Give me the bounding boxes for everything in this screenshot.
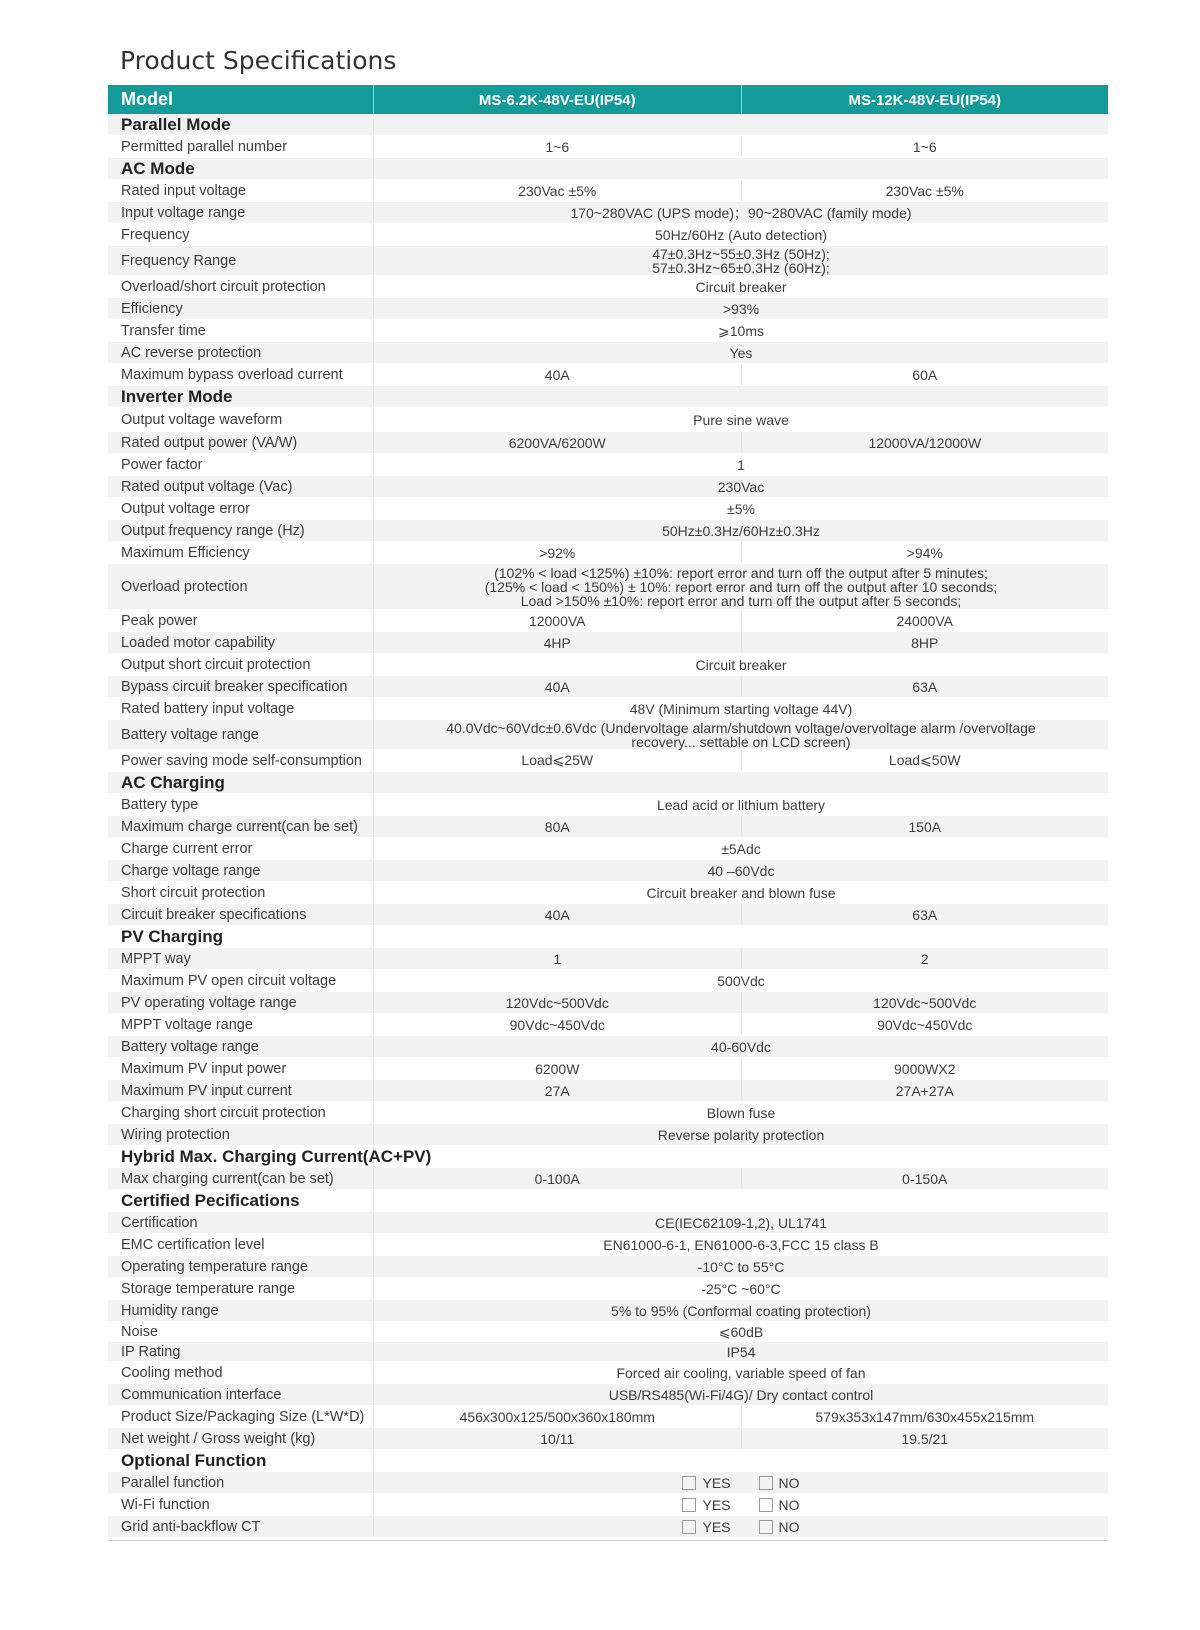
table-row	[108, 1124, 1108, 1146]
spec-label: Short circuit protection	[108, 882, 374, 903]
spec-value-model-1: 40A	[544, 366, 570, 383]
spec-label: Noise	[108, 1322, 374, 1341]
spec-values	[374, 1428, 1108, 1449]
spec-value-model-1: 456x300x125/500x360x180mm	[459, 1408, 655, 1425]
spec-values	[374, 1080, 1108, 1101]
spec-value-model-1: 40A	[544, 678, 570, 695]
spec-value-shared: IP54	[726, 1343, 756, 1360]
spec-value-model-2: 12000VA/12000W	[741, 432, 1109, 453]
spec-label: Battery voltage range	[108, 1036, 374, 1057]
table-row	[108, 1494, 1108, 1516]
spec-value-shared: Yes	[729, 344, 753, 361]
table-row	[108, 1014, 1108, 1036]
table-row	[108, 860, 1108, 882]
section-filler	[374, 1190, 1108, 1211]
spec-values	[374, 1036, 1108, 1057]
table-row	[108, 1278, 1108, 1300]
spec-value-model-1: 10/11	[540, 1430, 575, 1447]
spec-values	[374, 654, 1108, 675]
section-filler	[374, 926, 1108, 947]
option-no-label: NO	[778, 1474, 800, 1491]
spec-value-shared: 500Vdc	[717, 972, 765, 989]
spec-values	[374, 136, 1108, 157]
spec-values	[374, 180, 1108, 201]
spec-label: Overload/short circuit protection	[108, 276, 374, 297]
spec-value-model-2: 63A	[741, 676, 1109, 697]
spec-value-shared: 50Hz±0.3Hz/60Hz±0.3Hz	[662, 522, 820, 539]
table-row	[108, 1102, 1108, 1124]
table-row	[108, 180, 1108, 202]
spec-label: Loaded motor capability	[108, 632, 374, 653]
spec-value-model-1: 120Vdc~500Vdc	[505, 994, 609, 1011]
spec-label: Maximum PV open circuit voltage	[108, 970, 374, 991]
spec-value-model-2: 150A	[741, 816, 1109, 837]
spec-value-model-1: 90Vdc~450Vdc	[509, 1016, 605, 1033]
spec-values	[374, 1146, 1108, 1167]
table-row	[108, 654, 1108, 676]
option-choices	[374, 1516, 1108, 1537]
spec-value-model-2: 9000WX2	[741, 1058, 1109, 1079]
table-body	[108, 114, 1108, 1538]
spec-label: Maximum Efficiency	[108, 542, 374, 563]
spec-values	[374, 542, 1108, 563]
table-row	[108, 1300, 1108, 1322]
table-row	[108, 408, 1108, 432]
spec-value-model-1: 6200VA/6200W	[508, 434, 606, 451]
option-no[interactable]	[759, 1497, 800, 1513]
spec-values	[374, 476, 1108, 497]
checkbox-yes[interactable]	[682, 1498, 696, 1512]
table-row	[108, 298, 1108, 320]
spec-value-shared: 40.0Vdc~60Vdc±0.6Vdc (Undervoltage alarm/shutdown voltage/overvoltage alarm /overvoltage recovery... settable on LCD screen)	[446, 719, 1036, 750]
spec-label: Circuit breaker specifications	[108, 904, 374, 925]
spec-label: Permitted parallel number	[108, 136, 374, 157]
spec-values	[374, 1102, 1108, 1123]
spec-label: Battery voltage range	[108, 720, 374, 749]
spec-value-shared: >93%	[722, 300, 760, 317]
section-title: AC Charging	[108, 772, 374, 793]
spec-values	[374, 386, 1108, 407]
spec-values	[374, 1124, 1108, 1145]
spec-label: Charge current error	[108, 838, 374, 859]
spec-value-model-2: >94%	[741, 542, 1109, 563]
spec-value-model-1: 0-100A	[534, 1170, 580, 1187]
table-row	[108, 498, 1108, 520]
table-row	[108, 904, 1108, 926]
table-row	[108, 970, 1108, 992]
spec-value-shared: -10°C to 55°C	[697, 1258, 785, 1275]
table-row	[108, 698, 1108, 720]
spec-values	[374, 1014, 1108, 1035]
section-row	[108, 114, 1108, 136]
section-title: PV Charging	[108, 926, 374, 947]
spec-label: Charging short circuit protection	[108, 1102, 374, 1123]
spec-value-model-2: 24000VA	[741, 610, 1109, 631]
spec-label: Max charging current(can be set)	[108, 1168, 374, 1189]
spec-value-shared: 47±0.3Hz~55±0.3Hz (50Hz); 57±0.3Hz~65±0.3Hz (60Hz);	[652, 245, 830, 276]
spec-values	[374, 1234, 1108, 1255]
spec-label: Product Size/Packaging Size (L*W*D)	[108, 1406, 374, 1427]
spec-label: Output voltage error	[108, 498, 374, 519]
spec-values	[374, 632, 1108, 653]
header-model-1: MS-6.2K-48V-EU(IP54)	[478, 92, 636, 109]
spec-value-shared: Circuit breaker	[695, 656, 787, 673]
spec-value-model-2: 2	[741, 948, 1109, 969]
spec-values	[374, 454, 1108, 475]
spec-value-model-1: 80A	[544, 818, 570, 835]
spec-values	[374, 1058, 1108, 1079]
spec-label: Rated output power (VA/W)	[108, 432, 374, 453]
section-row	[108, 158, 1108, 180]
spec-label: Rated output voltage (Vac)	[108, 476, 374, 497]
spec-value-shared: USB/RS485(Wi-Fi/4G)/ Dry contact control	[608, 1386, 874, 1403]
table-row	[108, 750, 1108, 772]
table-row	[108, 948, 1108, 970]
spec-value-shared: Lead acid or lithium battery	[656, 796, 826, 813]
spec-label: Communication interface	[108, 1384, 374, 1405]
spec-value-shared: 5% to 95% (Conformal coating protection)	[611, 1302, 871, 1319]
checkbox-yes[interactable]	[682, 1476, 696, 1490]
table-row	[108, 224, 1108, 246]
spec-label: Frequency Range	[108, 246, 374, 275]
spec-value-shared: 230Vac	[717, 478, 765, 495]
spec-label: Maximum bypass overload current	[108, 364, 374, 385]
table-row	[108, 564, 1108, 610]
page-title: Product Specifications	[120, 46, 397, 75]
spec-value-model-1: Load⩽25W	[521, 752, 594, 768]
table-row	[108, 432, 1108, 454]
table-row	[108, 320, 1108, 342]
spec-value-shared: EN61000-6-1, EN61000-6-3,FCC 15 class B	[603, 1236, 879, 1253]
option-no-label: NO	[778, 1496, 800, 1513]
spec-label: Operating temperature range	[108, 1256, 374, 1277]
spec-values	[374, 1494, 1108, 1515]
spec-value-shared: 170~280VAC (UPS mode)；90~280VAC (family mode)	[570, 204, 912, 221]
section-title: Certified Pecifications	[108, 1190, 374, 1211]
spec-label: Input voltage range	[108, 202, 374, 223]
table-row	[108, 838, 1108, 860]
spec-values	[374, 498, 1108, 519]
spec-value-model-2: 0-150A	[741, 1168, 1109, 1189]
table-row	[108, 1234, 1108, 1256]
section-filler	[374, 114, 1108, 135]
table-row	[108, 1428, 1108, 1450]
spec-values	[374, 676, 1108, 697]
spec-value-model-2: 90Vdc~450Vdc	[741, 1014, 1109, 1035]
spec-label: Transfer time	[108, 320, 374, 341]
spec-label: Charge voltage range	[108, 860, 374, 881]
table-row	[108, 1516, 1108, 1538]
spec-value-shared: ⩾10ms	[718, 322, 764, 339]
spec-value-shared: ±5%	[727, 500, 755, 517]
checkbox-no[interactable]	[759, 1476, 773, 1490]
spec-label: Battery type	[108, 794, 374, 815]
spec-values	[374, 320, 1108, 341]
table-row	[108, 1212, 1108, 1234]
spec-label: Efficiency	[108, 298, 374, 319]
section-row	[108, 772, 1108, 794]
spec-value-model-1: 12000VA	[528, 612, 586, 629]
spec-values	[374, 224, 1108, 245]
spec-value-shared: CE(IEC62109-1,2), UL1741	[655, 1214, 827, 1231]
spec-label: Rated input voltage	[108, 180, 374, 201]
spec-values	[374, 838, 1108, 859]
spec-values	[374, 882, 1108, 903]
spec-value-shared: Pure sine wave	[693, 411, 789, 428]
spec-values	[374, 992, 1108, 1013]
spec-label: Wiring protection	[108, 1124, 374, 1145]
spec-value-model-2: 8HP	[741, 632, 1109, 653]
spec-value-shared: (102% < load <125%) ±10%: report error and turn off the output after 5 minutes; (125% < load < 150%) ± 10%: report error and turn off the output after 10 seconds; Load >150% ±10%: report error and turn off the output after 5 seconds;	[484, 564, 998, 609]
spec-label: Output short circuit protection	[108, 654, 374, 675]
spec-value-model-2: 27A+27A	[741, 1080, 1109, 1101]
checkbox-no[interactable]	[759, 1498, 773, 1512]
section-row	[108, 926, 1108, 948]
table-row	[108, 202, 1108, 224]
spec-label: Maximum PV input power	[108, 1058, 374, 1079]
spec-values	[374, 926, 1108, 947]
spec-values	[374, 750, 1108, 771]
checkbox-yes[interactable]	[682, 1520, 696, 1534]
spec-values	[374, 1342, 1108, 1361]
spec-value-shared: Circuit breaker and blown fuse	[646, 884, 836, 901]
spec-values	[374, 860, 1108, 881]
table-row	[108, 1384, 1108, 1406]
option-yes[interactable]	[682, 1497, 730, 1513]
spec-values	[374, 610, 1108, 631]
table-row	[108, 1080, 1108, 1102]
spec-value-shared: ±5Adc	[721, 840, 761, 857]
spec-label: Storage temperature range	[108, 1278, 374, 1299]
spec-label: Cooling method	[108, 1362, 374, 1383]
section-title: Parallel Mode	[108, 114, 374, 135]
spec-values	[374, 794, 1108, 815]
option-no[interactable]	[759, 1475, 800, 1491]
table-row	[108, 1472, 1108, 1494]
table-row	[108, 276, 1108, 298]
spec-values	[374, 970, 1108, 991]
spec-value-model-1: >92%	[539, 544, 576, 561]
spec-values	[374, 1406, 1108, 1427]
option-yes-label: YES	[702, 1496, 731, 1513]
spec-label: Net weight / Gross weight (kg)	[108, 1428, 374, 1449]
table-row	[108, 676, 1108, 698]
table-row	[108, 794, 1108, 816]
section-title: AC Mode	[108, 158, 374, 179]
table-row	[108, 364, 1108, 386]
option-choices	[374, 1472, 1108, 1493]
spec-values	[374, 720, 1108, 749]
table-row	[108, 1406, 1108, 1428]
spec-values	[374, 1472, 1108, 1493]
table-row	[108, 1058, 1108, 1080]
spec-values	[374, 1384, 1108, 1405]
spec-values	[374, 1300, 1108, 1321]
table-row	[108, 246, 1108, 276]
section-filler	[374, 772, 1108, 793]
spec-label: Grid anti-backflow CT	[108, 1516, 374, 1537]
spec-value-model-1: 40A	[544, 906, 570, 923]
spec-label: AC reverse protection	[108, 342, 374, 363]
option-choices	[374, 1494, 1108, 1515]
section-filler	[374, 386, 1108, 407]
header-model-2: MS-12K-48V-EU(IP54)	[741, 85, 1109, 114]
section-row	[108, 1146, 1108, 1168]
option-yes[interactable]	[682, 1475, 730, 1491]
spec-label: Wi-Fi function	[108, 1494, 374, 1515]
spec-values	[374, 520, 1108, 541]
spec-values	[374, 904, 1108, 925]
table-row	[108, 342, 1108, 364]
table-row	[108, 1256, 1108, 1278]
section-row	[108, 386, 1108, 408]
table-row	[108, 454, 1108, 476]
spec-label: MPPT voltage range	[108, 1014, 374, 1035]
spec-value-model-2: 60A	[741, 364, 1109, 385]
table-row	[108, 542, 1108, 564]
spec-values	[374, 202, 1108, 223]
spec-value-shared: 50Hz/60Hz (Auto detection)	[655, 226, 827, 243]
spec-value-shared: Blown fuse	[706, 1104, 776, 1121]
spec-values	[374, 276, 1108, 297]
spec-table	[108, 85, 1108, 1538]
spec-value-model-1: 1	[553, 950, 562, 967]
spec-value-model-1: 4HP	[543, 634, 571, 651]
spec-values	[374, 772, 1108, 793]
section-filler	[374, 1450, 1108, 1471]
spec-label: MPPT way	[108, 948, 374, 969]
checkbox-no[interactable]	[759, 1520, 773, 1534]
spec-label: EMC certification level	[108, 1234, 374, 1255]
section-filler	[374, 158, 1108, 179]
table-row	[108, 1036, 1108, 1058]
spec-value-shared: 40 –60Vdc	[707, 862, 775, 879]
spec-values	[374, 816, 1108, 837]
spec-values	[374, 1362, 1108, 1383]
spec-value-model-2: 579x353x147mm/630x455x215mm	[741, 1406, 1109, 1427]
spec-label: IP Rating	[108, 1342, 374, 1361]
spec-label: Overload protection	[108, 564, 374, 609]
table-row	[108, 882, 1108, 904]
option-yes-label: YES	[702, 1518, 731, 1535]
spec-values	[374, 948, 1108, 969]
spec-label: Maximum PV input current	[108, 1080, 374, 1101]
spec-values	[374, 1256, 1108, 1277]
spec-values	[374, 364, 1108, 385]
spec-values	[374, 246, 1108, 275]
table-row	[108, 1362, 1108, 1384]
spec-value-model-2: 1~6	[741, 136, 1109, 157]
spec-label: Parallel function	[108, 1472, 374, 1493]
spec-value-shared: 48V (Minimum starting voltage 44V)	[629, 700, 853, 717]
section-title: Inverter Mode	[108, 386, 374, 407]
spec-values	[374, 1450, 1108, 1471]
option-no[interactable]	[759, 1519, 800, 1535]
table-row	[108, 1342, 1108, 1362]
spec-label: Humidity range	[108, 1300, 374, 1321]
header-model-label: Model	[108, 85, 374, 114]
spec-value-model-2: Load⩽50W	[741, 750, 1109, 771]
spec-value-model-1: 1~6	[545, 138, 570, 155]
table-row	[108, 136, 1108, 158]
table-row	[108, 1322, 1108, 1342]
spec-value-model-2: 230Vac ±5%	[741, 180, 1109, 201]
spec-value-shared: Circuit breaker	[695, 278, 787, 295]
spec-values	[374, 1322, 1108, 1341]
spec-value-shared: Forced air cooling, variable speed of fan	[616, 1364, 866, 1381]
spec-value-shared: 1	[737, 456, 745, 473]
spec-label: PV operating voltage range	[108, 992, 374, 1013]
section-title: Hybrid Max. Charging Current(AC+PV)	[108, 1146, 374, 1167]
spec-values	[374, 342, 1108, 363]
table-bottom-border	[108, 1540, 1108, 1541]
table-row	[108, 816, 1108, 838]
spec-value-shared: -25°C ~60°C	[701, 1280, 781, 1297]
spec-label: Bypass circuit breaker specification	[108, 676, 374, 697]
spec-label: Maximum charge current(can be set)	[108, 816, 374, 837]
spec-values	[374, 1168, 1108, 1189]
table-row	[108, 992, 1108, 1014]
spec-values	[374, 432, 1108, 453]
spec-label: Power factor	[108, 454, 374, 475]
spec-values	[374, 1516, 1108, 1537]
option-yes-label: YES	[702, 1474, 731, 1491]
spec-label: Certification	[108, 1212, 374, 1233]
spec-label: Frequency	[108, 224, 374, 245]
spec-values	[374, 158, 1108, 179]
spec-value-shared: 40-60Vdc	[711, 1038, 771, 1055]
spec-values	[374, 408, 1108, 431]
spec-value-shared: Reverse polarity protection	[657, 1126, 825, 1143]
spec-label: Output frequency range (Hz)	[108, 520, 374, 541]
table-header	[108, 85, 1108, 114]
spec-values	[374, 698, 1108, 719]
spec-value-model-1: 27A	[544, 1082, 570, 1099]
spec-values	[374, 114, 1108, 135]
section-row	[108, 1450, 1108, 1472]
spec-value-model-2: 63A	[741, 904, 1109, 925]
section-title: Optional Function	[108, 1450, 374, 1471]
spec-values	[374, 1190, 1108, 1211]
spec-label: Rated battery input voltage	[108, 698, 374, 719]
spec-value-model-2: 19.5/21	[741, 1428, 1109, 1449]
spec-values	[374, 298, 1108, 319]
spec-value-model-2: 120Vdc~500Vdc	[741, 992, 1109, 1013]
spec-value-shared: ⩽60dB	[718, 1323, 764, 1340]
table-row	[108, 520, 1108, 542]
spec-label: Power saving mode self-consumption	[108, 750, 374, 771]
table-row	[108, 1168, 1108, 1190]
spec-values	[374, 1278, 1108, 1299]
spec-values	[374, 564, 1108, 609]
spec-value-model-1: 6200W	[535, 1060, 580, 1077]
option-yes[interactable]	[682, 1519, 730, 1535]
table-row	[108, 610, 1108, 632]
table-row	[108, 632, 1108, 654]
table-row	[108, 476, 1108, 498]
spec-value-model-1: 230Vac ±5%	[518, 182, 597, 199]
spec-values	[374, 1212, 1108, 1233]
spec-label: Output voltage waveform	[108, 408, 374, 431]
section-filler	[374, 1146, 1108, 1167]
table-row	[108, 720, 1108, 750]
spec-label: Peak power	[108, 610, 374, 631]
section-row	[108, 1190, 1108, 1212]
option-no-label: NO	[778, 1518, 800, 1535]
